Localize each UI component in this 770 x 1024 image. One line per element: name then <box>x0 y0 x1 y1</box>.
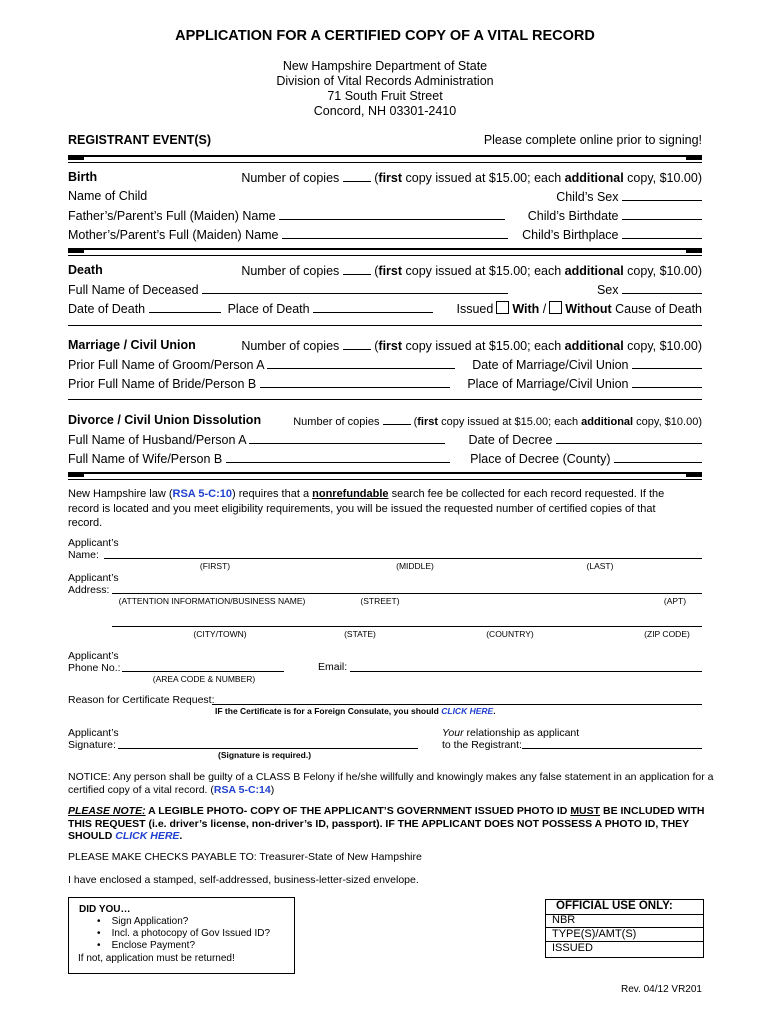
label-text: Applicant’s <box>68 727 119 739</box>
notice-text: ) <box>270 784 275 796</box>
copies-first: first <box>417 416 439 428</box>
reason-field[interactable] <box>212 704 702 705</box>
childs-birthplace-field[interactable] <box>622 227 702 239</box>
death-header-row <box>68 263 702 278</box>
consulate-text: IF the Certificate is for a Foreign Consulate, you should <box>215 706 442 716</box>
marriage-row-2 <box>68 376 702 391</box>
copies-first: first <box>378 264 403 278</box>
label-text: relationship as applicant <box>463 727 580 739</box>
divorce-row-1 <box>68 432 702 447</box>
period: . <box>493 706 496 716</box>
law-text: record. <box>68 517 103 529</box>
middle-caption: (MIDDLE) <box>396 561 434 571</box>
divorce-copies-field[interactable] <box>383 413 411 425</box>
city-caption: (CITY/TOWN) <box>193 629 247 639</box>
city-state-field[interactable] <box>112 626 702 627</box>
law-paragraph <box>68 487 664 531</box>
rsa-link[interactable]: RSA 5-C:14 <box>213 784 271 796</box>
date-of-marriage-label: Date of Marriage/Civil Union <box>472 358 629 372</box>
childs-sex-label: Child’s Sex <box>556 190 619 204</box>
copies-text: ( <box>374 264 379 278</box>
separator <box>68 472 702 480</box>
label-text: Name: <box>68 549 99 561</box>
bride-name-label: Prior Full Name of Bride/Person B <box>68 377 257 391</box>
attention-caption: (ATTENTION INFORMATION/BUSINESS NAME) <box>118 596 306 606</box>
applicant-name-field[interactable] <box>104 558 702 559</box>
label-text: Address: <box>68 584 110 596</box>
mother-name-label: Mother’s/Parent’s Full (Maiden) Name <box>68 228 279 242</box>
father-name-label: Father’s/Parent’s Full (Maiden) Name <box>68 209 276 223</box>
last-caption: (LAST) <box>586 561 614 571</box>
separator <box>68 248 702 256</box>
divider <box>68 325 702 326</box>
please-note-text: A LEGIBLE PHOTO- COPY OF THE APPLICANT’S GOVERNMENT ISSUED PHOTO ID <box>145 805 571 817</box>
childs-birthdate-field[interactable] <box>622 208 702 220</box>
issued-label: Issued <box>456 302 494 316</box>
copies-text: copy issued at $15.00; each <box>402 339 565 353</box>
divorce-header-row <box>68 413 702 428</box>
with-label: With <box>512 302 540 316</box>
father-name-field[interactable] <box>279 208 505 220</box>
death-copies <box>241 263 702 278</box>
birth-copies <box>241 170 702 185</box>
birth-header-row <box>68 170 702 185</box>
signature-field[interactable] <box>118 748 418 749</box>
copies-text: copy, $10.00) <box>623 264 702 278</box>
click-here-link[interactable]: CLICK HERE <box>441 706 494 716</box>
childs-birthdate-label: Child’s Birthdate <box>527 209 619 223</box>
place-of-death-label: Place of Death <box>227 302 310 316</box>
apt-caption: (APT) <box>663 596 687 606</box>
husband-name-field[interactable] <box>249 432 445 444</box>
applicant-address-label <box>68 572 119 596</box>
please-note-label: PLEASE NOTE: <box>68 805 146 817</box>
place-of-marriage-label: Place of Marriage/Civil Union <box>467 377 629 391</box>
name-of-child-label: Name of Child <box>68 189 148 203</box>
divorce-heading: Divorce / Civil Union Dissolution <box>68 413 262 427</box>
applicant-phone-label <box>68 650 121 674</box>
place-of-death-field[interactable] <box>313 301 433 313</box>
applicant-address-field[interactable] <box>112 593 702 594</box>
place-of-decree-label: Place of Decree (County) <box>470 452 611 466</box>
sex-label: Sex <box>596 283 619 297</box>
deceased-name-field[interactable] <box>202 282 508 294</box>
separator <box>68 155 702 163</box>
copies-text: ( <box>413 416 418 428</box>
please-note-text: SHOULD <box>68 830 116 842</box>
marriage-copies-field[interactable] <box>343 338 371 350</box>
official-heading: OFFICIAL USE ONLY: <box>546 900 703 915</box>
signature-label <box>68 727 119 751</box>
divider <box>68 399 702 400</box>
divorce-row-2 <box>68 451 702 466</box>
relationship-field[interactable] <box>522 748 702 749</box>
birth-heading: Birth <box>68 170 98 184</box>
rsa-link[interactable]: RSA 5-C:10 <box>172 488 233 500</box>
label-text: to the Registrant: <box>442 739 522 751</box>
please-note-paragraph <box>68 805 704 843</box>
marriage-row-1 <box>68 357 702 372</box>
item-text: Sign Application? <box>111 916 189 927</box>
email-label: Email: <box>318 661 348 673</box>
copies-label: Number of copies <box>241 339 340 353</box>
nonrefundable-text: nonrefundable <box>312 488 389 500</box>
death-row-1 <box>68 282 702 297</box>
consulate-note <box>215 706 496 716</box>
date-of-decree-field[interactable] <box>556 432 702 444</box>
divorce-copies <box>293 413 702 428</box>
date-of-death-label: Date of Death <box>68 302 146 316</box>
place-of-marriage-field[interactable] <box>632 376 702 388</box>
did-you-footer: If not, application must be returned! <box>78 953 235 964</box>
copies-label: Number of copies <box>293 416 380 428</box>
copies-first: first <box>378 171 403 185</box>
law-text: ) requires that a <box>232 488 313 500</box>
without-cause-checkbox[interactable] <box>549 301 562 314</box>
official-use-box <box>545 899 704 958</box>
did-you-heading: DID YOU… <box>79 904 131 915</box>
birth-row-2 <box>68 208 702 223</box>
please-note-text: BE INCLUDED WITH <box>600 805 705 817</box>
copies-additional: additional <box>564 171 624 185</box>
address-line-1: New Hampshire Department of State <box>282 59 488 73</box>
form-title: APPLICATION FOR A CERTIFIED COPY OF A VITAL RECORD <box>175 28 595 44</box>
label-text: Phone No.: <box>68 662 121 674</box>
did-you-box <box>68 897 295 974</box>
mother-name-field[interactable] <box>282 227 508 239</box>
law-text: New Hampshire law ( <box>68 488 173 500</box>
copies-text: copy issued at $15.00; each <box>438 416 582 428</box>
copies-additional: additional <box>564 339 624 353</box>
death-heading: Death <box>68 263 103 277</box>
copies-text: copy issued at $15.00; each <box>402 171 565 185</box>
email-field[interactable] <box>350 671 702 672</box>
birth-row-3 <box>68 227 702 242</box>
childs-birthplace-label: Child’s Birthplace <box>522 228 619 242</box>
item-text: Incl. a photocopy of Gov Issued ID? <box>111 928 271 939</box>
did-you-item: • Sign Application? <box>97 916 189 927</box>
marriage-heading: Marriage / Civil Union <box>68 338 196 352</box>
item-text: Enclose Payment? <box>111 940 196 951</box>
official-row: ISSUED <box>552 942 593 954</box>
label-text: Applicant’s <box>68 537 119 549</box>
copies-text: copy, $10.00) <box>633 416 702 428</box>
your-text: Your <box>442 727 464 739</box>
wife-name-label: Full Name of Wife/Person B <box>68 452 223 466</box>
slash: / <box>542 302 547 316</box>
envelope-note: I have enclosed a stamped, self-addressed, business-letter-sized envelope. <box>68 874 419 886</box>
birth-row-1 <box>68 189 702 204</box>
state-caption: (STATE) <box>344 629 376 639</box>
groom-name-label: Prior Full Name of Groom/Person A <box>68 358 264 372</box>
address-line-2: Division of Vital Records Administration <box>276 74 494 88</box>
first-caption: (FIRST) <box>199 561 231 571</box>
without-label: Without <box>565 302 612 316</box>
groom-name-field[interactable] <box>267 357 455 369</box>
copies-text: copy issued at $15.00; each <box>402 264 565 278</box>
marriage-header-row <box>68 338 702 353</box>
copies-first: first <box>378 339 403 353</box>
marriage-copies <box>241 338 702 353</box>
area-code-caption: (AREA CODE & NUMBER) <box>152 674 256 684</box>
address-line-4: Concord, NH 03301-2410 <box>313 104 457 118</box>
death-sex-field[interactable] <box>622 282 702 294</box>
address-line-3: 71 South Fruit Street <box>327 89 443 103</box>
zip-caption: (ZIP CODE) <box>644 629 690 639</box>
label-text: Applicant’s <box>68 572 119 584</box>
with-cause-checkbox[interactable] <box>496 301 509 314</box>
label-text: Signature: <box>68 739 116 751</box>
death-row-2 <box>68 301 702 316</box>
date-of-death-field[interactable] <box>149 301 221 313</box>
childs-sex-field[interactable] <box>622 189 702 201</box>
bride-name-field[interactable] <box>260 376 450 388</box>
must-text: MUST <box>570 805 601 817</box>
deceased-name-label: Full Name of Deceased <box>68 283 199 297</box>
copies-label: Number of copies <box>241 264 340 278</box>
copies-text: copy, $10.00) <box>623 171 702 185</box>
copies-text: copy, $10.00) <box>623 339 702 353</box>
please-note-text: THIS REQUEST (i.e. driver’s license, non-driver’s ID, passport). IF THE APPLICANT DOES NOT POSSESS A PHOTO ID, THEY <box>68 817 690 830</box>
notice-paragraph <box>68 771 714 797</box>
did-you-item: • Enclose Payment? <box>97 940 196 951</box>
husband-name-label: Full Name of Husband/Person A <box>68 433 246 447</box>
copies-text: ( <box>374 171 379 185</box>
wife-name-field[interactable] <box>226 451 450 463</box>
registrant-heading: REGISTRANT EVENT(S) <box>68 133 212 147</box>
official-row: NBR <box>546 914 703 928</box>
online-note: Please complete online prior to signing! <box>483 133 702 147</box>
period: . <box>179 830 183 842</box>
checks-payable: PLEASE MAKE CHECKS PAYABLE TO: Treasurer-State of New Hampshire <box>68 851 422 863</box>
official-row: TYPE(S)/AMT(S) <box>546 928 703 942</box>
law-text: record is located and you meet eligibility requirements, you will be issued the requested number of certified copies of that <box>68 502 656 515</box>
death-copies-field[interactable] <box>343 263 371 275</box>
law-text: search fee be collected for each record requested. If the <box>388 488 665 500</box>
copies-additional: additional <box>581 416 634 428</box>
country-caption: (COUNTRY) <box>486 629 534 639</box>
birth-copies-field[interactable] <box>343 170 371 182</box>
click-here-link[interactable]: CLICK HERE <box>115 830 180 842</box>
did-you-item: • Incl. a photocopy of Gov Issued ID? <box>97 928 271 939</box>
date-of-marriage-field[interactable] <box>632 357 702 369</box>
copies-text: ( <box>374 339 379 353</box>
label-text: Applicant’s <box>68 650 119 662</box>
notice-text: certified copy of a vital record. ( <box>68 784 214 796</box>
notice-text: NOTICE: Any person shall be guilty of a CLASS B Felony if he/she willfully and knowingly makes any false statement in an application for a <box>68 771 714 783</box>
phone-field[interactable] <box>122 671 284 672</box>
reason-label: Reason for Certificate Request: <box>68 694 215 706</box>
cause-label: Cause of Death <box>615 302 702 316</box>
copies-additional: additional <box>564 264 624 278</box>
place-of-decree-field[interactable] <box>614 451 702 463</box>
date-of-decree-label: Date of Decree <box>468 433 553 447</box>
revision: Rev. 04/12 VR201 <box>621 984 702 995</box>
signature-required: (Signature is required.) <box>218 750 312 760</box>
street-caption: (STREET) <box>360 596 400 606</box>
copies-label: Number of copies <box>241 171 340 185</box>
